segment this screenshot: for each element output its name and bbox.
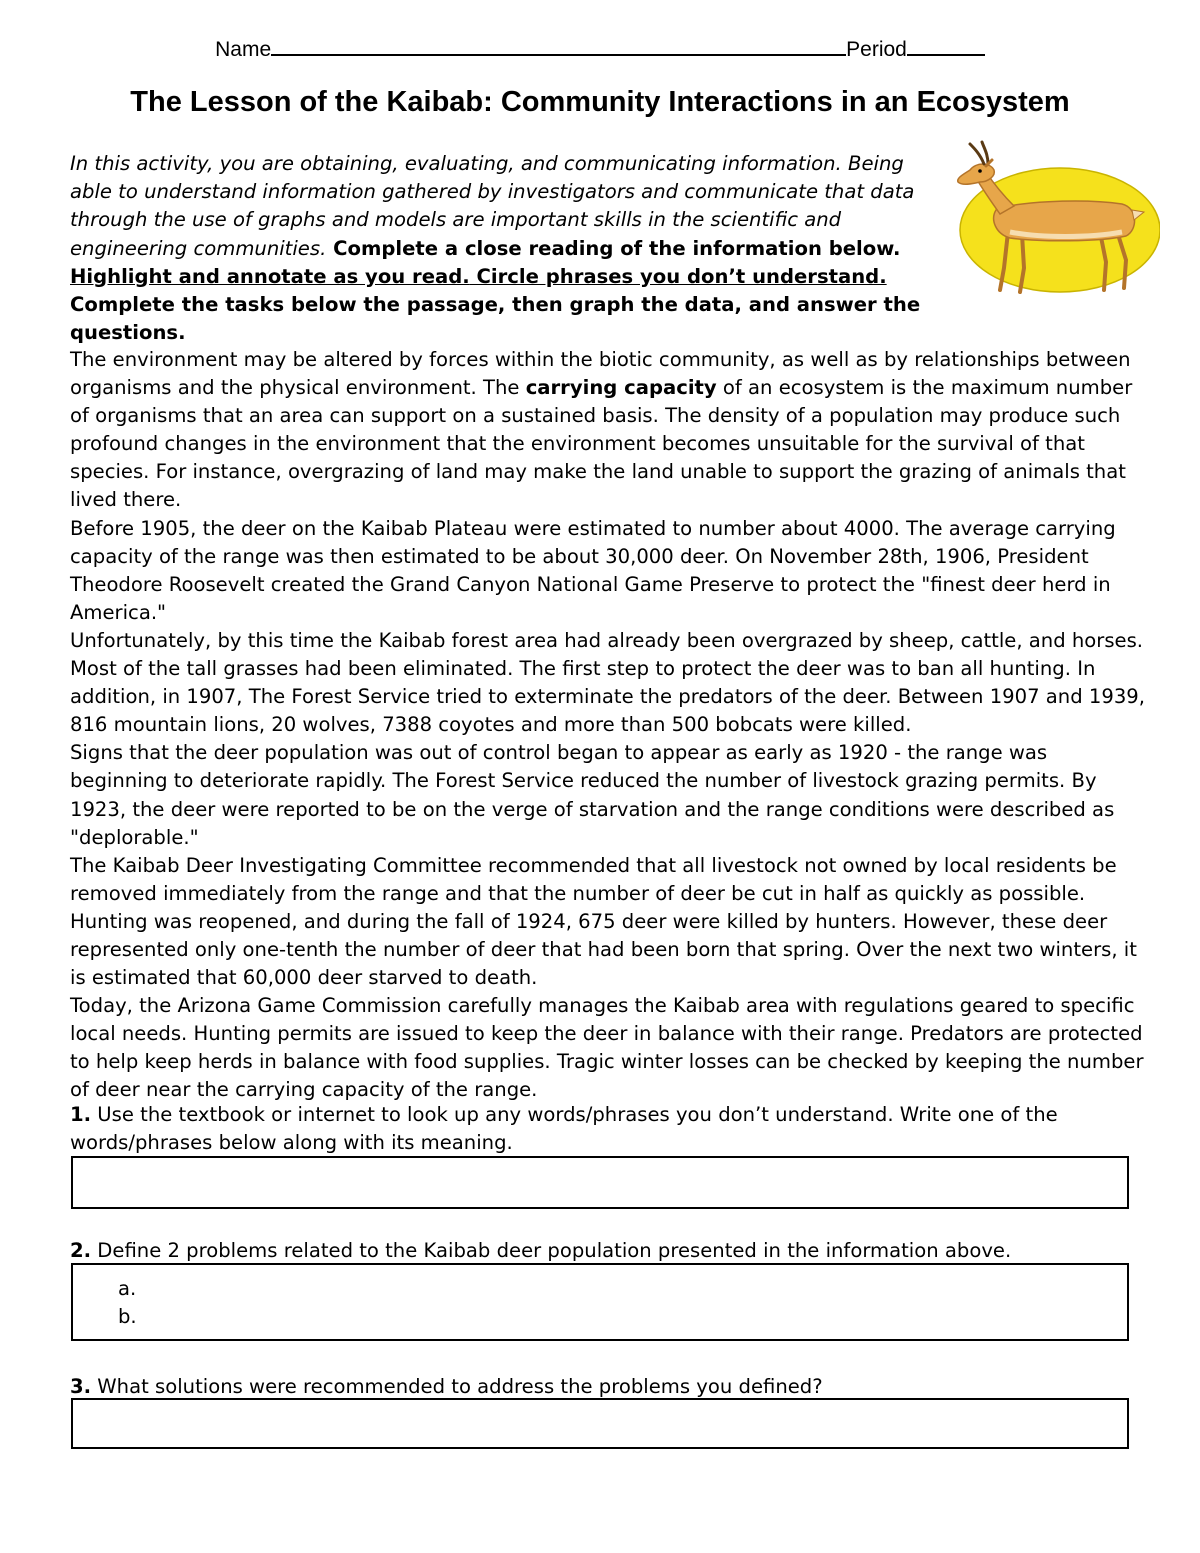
period-label: Period — [846, 38, 907, 61]
answer-box-2[interactable] — [71, 1263, 1129, 1341]
intro-bold-2: Complete the tasks below the passage, then graph the data, and answer the questions. — [70, 293, 921, 345]
carrying-capacity-term: carrying capacity — [525, 376, 717, 400]
question-3-text: What solutions were recommended to address the problems you defined? — [91, 1375, 823, 1398]
intro-underline-1: Highlight and annotate as you read. — [70, 264, 470, 288]
answer-item-b: b. — [118, 1305, 137, 1328]
answer-item-a: a. — [118, 1277, 137, 1300]
passage-paragraph-6: Today, the Arizona Game Commission carefully manages the Kaibab area with regulations geared to specific local needs. Hunting permits are issued to keep the deer in balance with their range. Predators are protected to help keep herds in balance with food supplies. Tragic winter losses can be checked by keeping the number of deer near the carrying capacity of the range. — [70, 994, 1144, 1102]
question-1-number: 1. — [70, 1103, 92, 1126]
question-2-number: 2. — [70, 1239, 92, 1262]
passage-paragraph-4: Signs that the deer population was out of control began to appear as early as 1920 - the range was beginning to deteriorate rapidly. The Forest Service reduced the number of livestock grazing permits. By 1923, the deer were reported to be on the verge of starvation and the range conditions were described as "deplorable." — [70, 741, 1115, 849]
intro-italic: In this activity, you are obtaining, evaluating, and communicating information. Being able to understand information gathered by investigators and communicate that data through the use of graphs and models are important skills in the scientific and engineering communities. — [70, 152, 915, 260]
question-3 — [70, 1373, 1150, 1401]
header-line — [0, 36, 1200, 62]
period-blank[interactable] — [907, 36, 985, 56]
passage-paragraph-5: The Kaibab Deer Investigating Committee recommended that all livestock not owned by local residents be removed immediately from the range and that the number of deer be cut in half as quickly as possible. Hunting was reopened, and during the fall of 1924, 675 deer were killed by hunters. However, these deer represented only one-tenth the number of deer that had been born that spring. Over the next two winters, it is estimated that 60,000 deer starved to death. — [70, 853, 1137, 990]
passage-paragraph-3: Unfortunately, by this time the Kaibab forest area had already been overgrazed by sheep, cattle, and horses. Most of the tall grasses had been eliminated. The first step to protect the deer was to ban all hunting. In addition, in 1907, The Forest Service tried to exterminate the predators of the deer. Between 1907 and 1939, 816 mountain lions, 20 wolves, 7388 coyotes and more than 500 bobcats were killed. — [70, 628, 1145, 737]
deer-illustration — [940, 140, 1160, 300]
name-label: Name — [215, 38, 272, 61]
answer-box-1[interactable] — [71, 1156, 1129, 1209]
question-2 — [70, 1237, 1150, 1265]
passage-paragraph-1: The environment may be altered by forces within the biotic community, as well as by relationships between organisms and the physical environment. The carrying capacity of an ecosystem is the maximum number of organisms that an area can support on a sustained basis. The density of a population may produce such profound changes in the environment that the environment becomes unsuitable for the survival of that species. For instance, overgrazing of land may make the land unable to support the grazing of animals that lived there. — [70, 348, 1133, 512]
intro-underline-2: Circle phrases you don’t understand. — [469, 264, 887, 288]
answer-box-3[interactable] — [71, 1398, 1129, 1449]
question-1-text: Use the textbook or internet to look up any words/phrases you don’t understand. Write one of the words/phrases below along with its meaning. — [70, 1103, 1058, 1154]
page-title: The Lesson of the Kaibab: Community Interactions in an Ecosystem — [130, 86, 1070, 118]
intro-bold-1: Complete a close reading of the information below. — [326, 236, 901, 260]
passage-paragraph-2: Before 1905, the deer on the Kaibab Plateau were estimated to number about 4000. The average carrying capacity of the range was then estimated to be about 30,000 deer. On November 28th, 1906, President Theodore Roosevelt created the Grand Canyon National Game Preserve to protect the "finest deer herd in America." — [70, 516, 1116, 624]
question-1 — [70, 1101, 1150, 1157]
reading-passage — [70, 346, 1150, 1105]
intro-instructions — [70, 150, 942, 347]
question-2-text: Define 2 problems related to the Kaibab deer population presented in the information above. — [91, 1239, 1012, 1262]
name-blank[interactable] — [271, 36, 846, 56]
deer-horns — [970, 142, 988, 164]
question-3-number: 3. — [70, 1375, 92, 1398]
